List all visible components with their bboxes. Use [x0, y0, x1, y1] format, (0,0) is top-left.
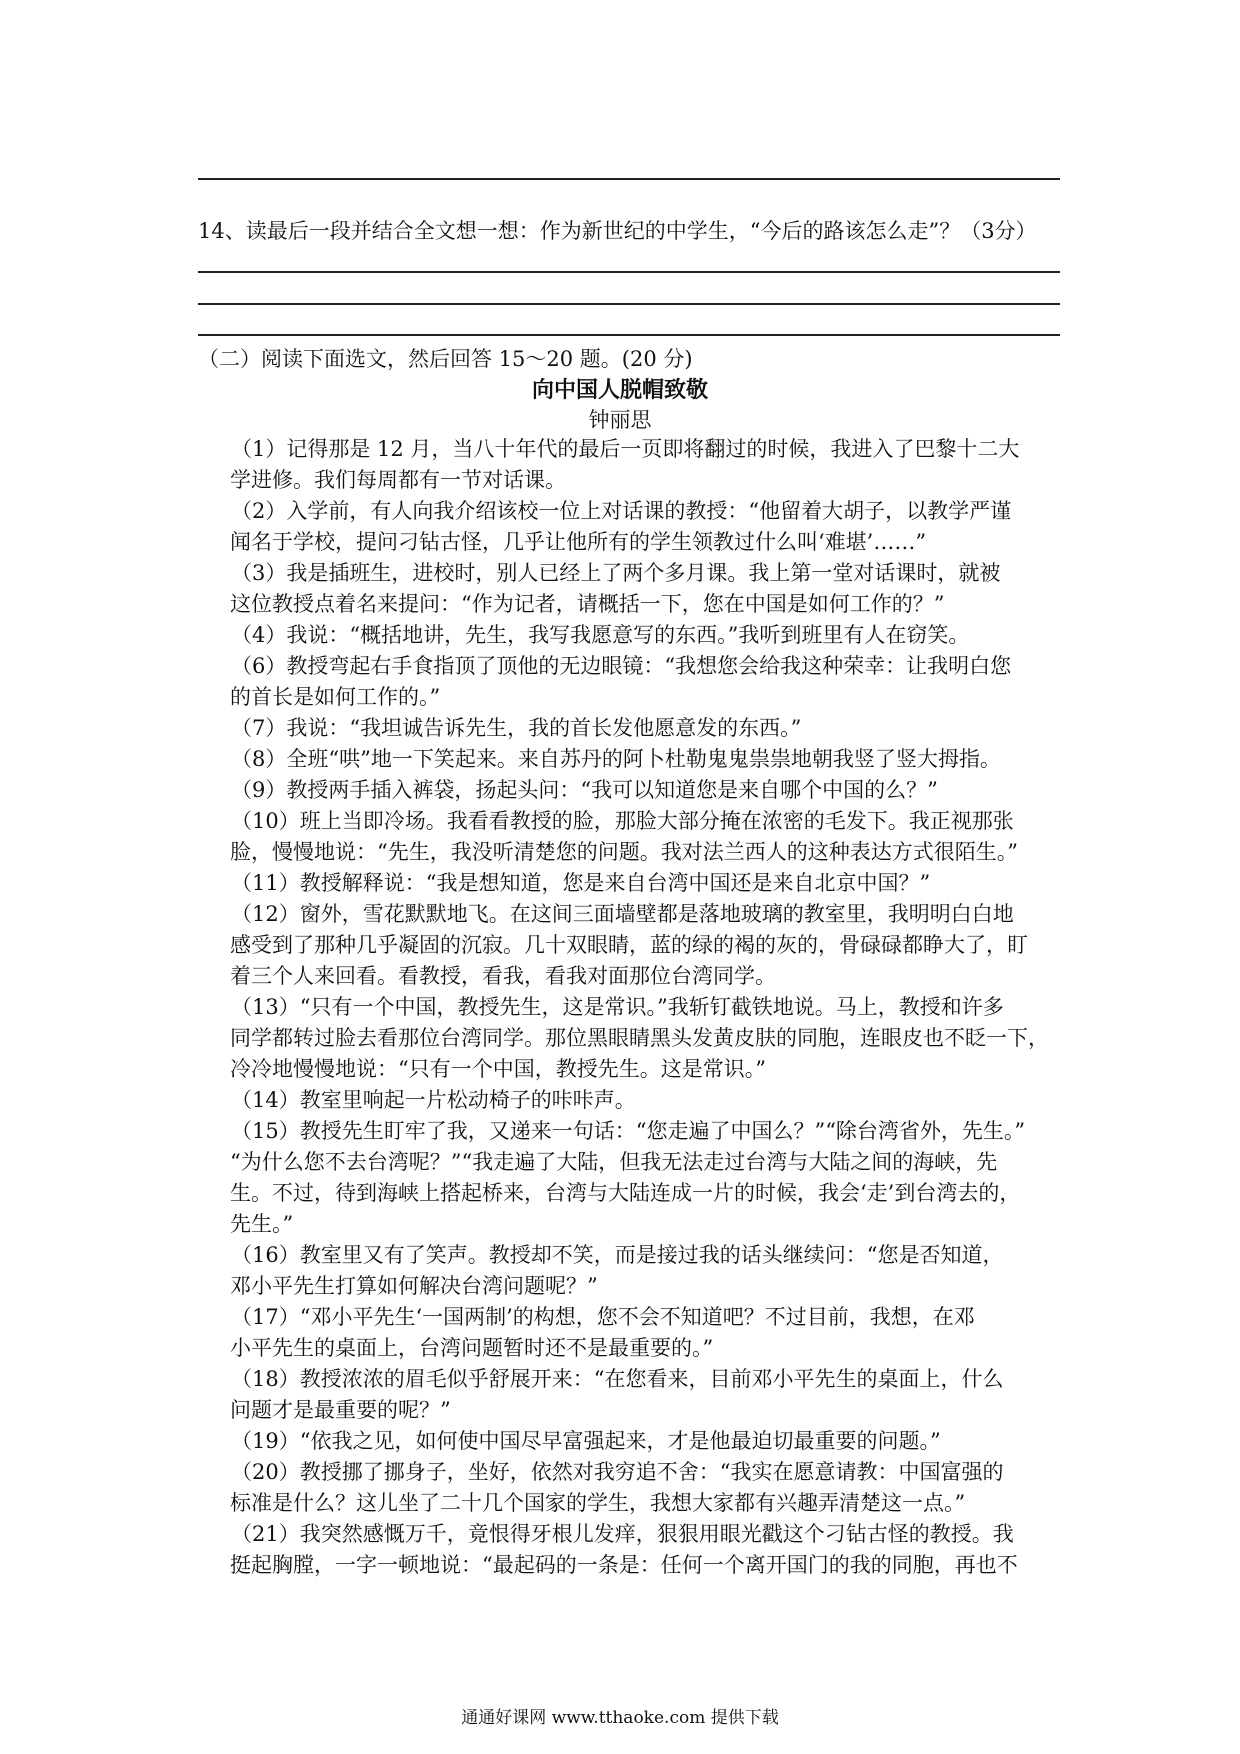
article-line: （19）“依我之见，如何使中国尽早富强起来，才是他最迫切最重要的问题。”: [231, 1429, 941, 1453]
article-line: （14）教室里响起一片松动椅子的咔咔声。: [231, 1088, 636, 1112]
article-line: 小平先生的桌面上，台湾问题暂时还不是最重要的。”: [230, 1336, 714, 1360]
article-line: （9）教授两手插入裤袋，扬起头问：“我可以知道您是来自哪个中国的么？”: [231, 778, 938, 802]
article-line: （2）入学前，有人向我介绍该校一位上对话课的教授：“他留着大胡子，以教学严谨: [231, 499, 1012, 523]
article-line: 的首长是如何工作的。”: [230, 685, 441, 709]
article-line: 同学都转过脸去看那位台湾同学。那位黑眼睛黑头发黄皮肤的同胞，连眼皮也不眨一下，: [230, 1026, 1049, 1050]
page-footer: 通通好课网 www.tthaoke.com 提供下载: [461, 1708, 779, 1728]
article-line: 学进修。我们每周都有一节对话课。: [230, 468, 566, 492]
article-line: （21）我突然感慨万千，竟恨得牙根儿发痒，狠狠用眼光戳这个刁钻古怪的教授。我: [231, 1522, 1014, 1546]
article-line: （10）班上当即冷场。我看看教授的脸，那脸大部分掩在浓密的毛发下。我正视那张: [231, 809, 1014, 833]
article-line: 闻名于学校，提问刁钻古怪，几乎让他所有的学生领教过什么叫‘难堪’……”: [230, 530, 927, 554]
answer-line: [198, 303, 1060, 305]
article-author: 钟丽思: [588, 408, 652, 432]
article-line: （1）记得那是 12 月，当八十年代的最后一页即将翻过的时候，我进入了巴黎十二大: [231, 437, 1020, 461]
article-line: （11）教授解释说：“我是想知道，您是来自台湾中国还是来自北京中国？”: [231, 871, 931, 895]
answer-line: [198, 271, 1060, 273]
article-line: （20）教授挪了挪身子，坐好，依然对我穷追不舍：“我实在愿意请教：中国富强的: [231, 1460, 1004, 1484]
article-line: （8）全班“哄”地一下笑起来。来自苏丹的阿卜杜勒鬼鬼祟祟地朝我竖了竖大拇指。: [231, 747, 1001, 771]
article-line: （6）教授弯起右手食指顶了顶他的无边眼镜：“我想您会给我这种荣幸：让我明白您: [231, 654, 1012, 678]
article-line: （13）“只有一个中国，教授先生，这是常识。”我斩钉截铁地说。马上，教授和许多: [231, 995, 1004, 1019]
article-line: 感受到了那种几乎凝固的沉寂。几十双眼睛，蓝的绿的褐的灰的，骨碌碌都睁大了，盯: [230, 933, 1028, 957]
article-line: 着三个人来回看。看教授，看我，看我对面那位台湾同学。: [230, 964, 776, 988]
article-line: 生。不过，待到海峡上搭起桥来，台湾与大陆连成一片的时候，我会‘走’到台湾去的，: [230, 1181, 1021, 1205]
article-line: （7）我说：“我坦诚告诉先生，我的首长发他愿意发的东西。”: [231, 716, 802, 740]
article-line: （12）窗外，雪花默默地飞。在这间三面墙壁都是落地玻璃的教室里，我明明白白地: [231, 902, 1014, 926]
article-line: （4）我说：“概括地讲，先生，我写我愿意写的东西。”我听到班里有人在窃笑。: [231, 623, 970, 647]
article-line: “为什么您不去台湾呢？”“我走遍了大陆，但我无法走过台湾与大陆之间的海峡，先: [230, 1150, 998, 1174]
article-line: 先生。”: [230, 1212, 294, 1236]
answer-line: [198, 334, 1060, 336]
article-line: （17）“邓小平先生‘一国两制’的构想，您不会不知道吧？不过目前，我想，在邓: [231, 1305, 975, 1329]
article-line: 挺起胸膛，一字一顿地说：“最起码的一条是：任何一个离开国门的我的同胞，再也不: [230, 1553, 1018, 1577]
article-title: 向中国人脱帽致敬: [531, 377, 708, 403]
article-line: 问题才是最重要的呢？”: [230, 1398, 451, 1422]
article-line: 这位教授点着名来提问：“作为记者，请概括一下，您在中国是如何工作的？”: [230, 592, 945, 616]
article-line: 脸，慢慢地说：“先生，我没听清楚您的问题。我对法兰西人的这种表达方式很陌生。”: [230, 840, 1018, 864]
article-line: 冷冷地慢慢地说：“只有一个中国，教授先生。这是常识。”: [230, 1057, 766, 1081]
article-line: （15）教授先生盯牢了我，又递来一句话：“您走遍了中国么？”“除台湾省外，先生。”: [231, 1119, 1026, 1143]
article-line: （18）教授浓浓的眉毛似乎舒展开来：“在您看来，目前邓小平先生的桌面上，什么: [231, 1367, 1004, 1391]
article-line: （16）教室里又有了笑声。教授却不笑，而是接过我的话头继续问：“您是否知道，: [231, 1243, 1004, 1267]
article-line: 标准是什么？这儿坐了二十几个国家的学生，我想大家都有兴趣弄清楚这一点。”: [230, 1491, 966, 1515]
section-heading: （二）阅读下面选文，然后回答 15～20 题。(20 分): [198, 347, 693, 371]
article-line: 邓小平先生打算如何解决台湾问题呢？”: [230, 1274, 598, 1298]
question-14: 14、读最后一段并结合全文想一想：作为新世纪的中学生，“今后的路该怎么走”？（3分）: [198, 219, 1037, 243]
answer-line: [198, 178, 1060, 180]
article-line: （3）我是插班生，进校时，别人已经上了两个多月课。我上第一堂对话课时，就被: [231, 561, 1001, 585]
